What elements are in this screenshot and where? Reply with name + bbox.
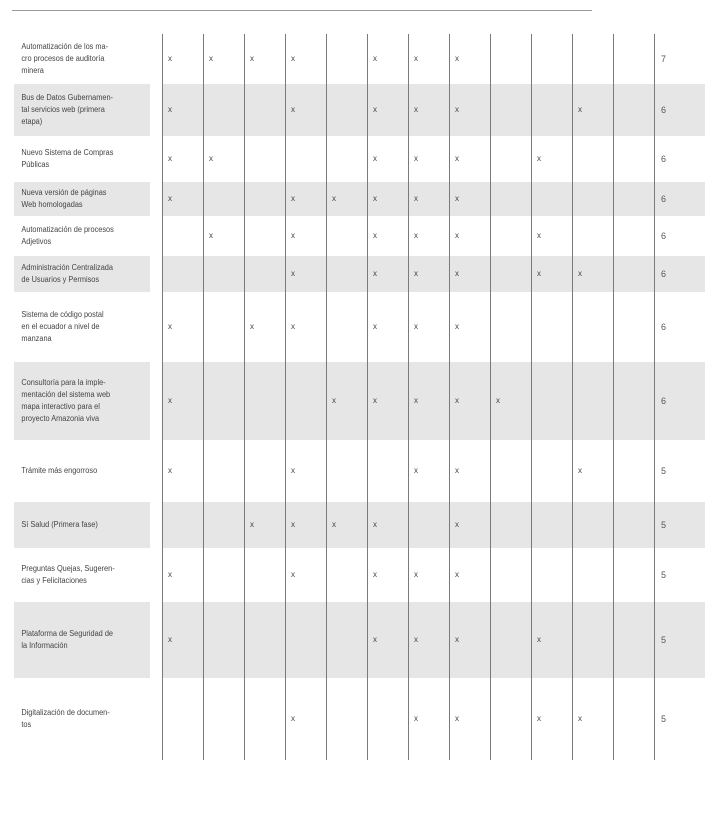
criteria-mark: x xyxy=(573,440,614,502)
criteria-mark xyxy=(163,678,204,760)
criteria-mark: x xyxy=(368,256,409,292)
criteria-mark: x xyxy=(409,362,450,440)
criteria-mark: x xyxy=(450,292,491,362)
criteria-mark xyxy=(573,292,614,362)
criteria-mark xyxy=(327,292,368,362)
criteria-mark xyxy=(532,548,573,602)
projects-table xyxy=(14,34,705,760)
criteria-mark xyxy=(327,548,368,602)
criteria-mark xyxy=(491,502,532,548)
criteria-mark xyxy=(368,678,409,760)
project-name: Automatización de los ma- cro procesos de auditoría minera xyxy=(14,34,151,84)
criteria-mark: x xyxy=(409,34,450,84)
table-row xyxy=(14,292,705,362)
row-total: 5 xyxy=(655,602,705,678)
project-name: Bus de Datos Gubernamen- tal servicios web (primera etapa) xyxy=(14,84,151,136)
criteria-mark xyxy=(573,216,614,256)
table-row xyxy=(14,678,705,760)
project-name: Sí Salud (Primera fase) xyxy=(14,502,151,548)
table-row xyxy=(14,182,705,216)
criteria-mark xyxy=(532,440,573,502)
criteria-mark: x xyxy=(491,362,532,440)
criteria-mark: x xyxy=(450,136,491,182)
criteria-mark xyxy=(245,216,286,256)
criteria-mark: x xyxy=(409,292,450,362)
row-total: 6 xyxy=(655,84,705,136)
criteria-mark: x xyxy=(368,216,409,256)
criteria-mark: x xyxy=(409,440,450,502)
criteria-mark xyxy=(286,602,327,678)
criteria-mark: x xyxy=(368,182,409,216)
criteria-mark xyxy=(614,678,655,760)
criteria-mark xyxy=(614,502,655,548)
criteria-mark xyxy=(614,84,655,136)
criteria-mark: x xyxy=(368,292,409,362)
criteria-mark xyxy=(614,136,655,182)
criteria-mark: x xyxy=(286,256,327,292)
row-total: 5 xyxy=(655,502,705,548)
criteria-mark xyxy=(245,182,286,216)
criteria-mark xyxy=(491,216,532,256)
criteria-mark xyxy=(491,548,532,602)
criteria-mark xyxy=(614,292,655,362)
criteria-mark xyxy=(327,602,368,678)
table-row xyxy=(14,362,705,440)
criteria-mark: x xyxy=(245,502,286,548)
table-row xyxy=(14,216,705,256)
criteria-mark: x xyxy=(409,136,450,182)
criteria-mark xyxy=(573,182,614,216)
row-total: 6 xyxy=(655,292,705,362)
criteria-mark xyxy=(327,34,368,84)
criteria-mark: x xyxy=(450,84,491,136)
table-row xyxy=(14,548,705,602)
criteria-mark: x xyxy=(368,602,409,678)
criteria-mark: x xyxy=(286,678,327,760)
criteria-mark xyxy=(327,256,368,292)
criteria-mark: x xyxy=(450,34,491,84)
criteria-mark: x xyxy=(450,502,491,548)
criteria-mark xyxy=(532,362,573,440)
criteria-mark: x xyxy=(573,256,614,292)
criteria-mark xyxy=(327,136,368,182)
criteria-mark: x xyxy=(409,548,450,602)
criteria-mark: x xyxy=(163,182,204,216)
criteria-mark xyxy=(573,548,614,602)
criteria-mark xyxy=(327,84,368,136)
criteria-mark xyxy=(491,34,532,84)
criteria-mark: x xyxy=(368,34,409,84)
criteria-mark: x xyxy=(368,548,409,602)
project-name: Plataforma de Seguridad de la Información xyxy=(14,602,151,678)
criteria-mark xyxy=(327,216,368,256)
project-name: Consultoría para la imple- mentación del sistema web mapa interactivo para el proyecto Amazonia viva xyxy=(14,362,151,440)
criteria-mark xyxy=(286,136,327,182)
criteria-mark: x xyxy=(450,440,491,502)
criteria-mark: x xyxy=(450,602,491,678)
row-total: 5 xyxy=(655,440,705,502)
criteria-mark xyxy=(163,256,204,292)
criteria-mark xyxy=(163,216,204,256)
criteria-mark xyxy=(614,548,655,602)
criteria-mark: x xyxy=(450,216,491,256)
criteria-mark: x xyxy=(327,502,368,548)
criteria-mark: x xyxy=(573,84,614,136)
criteria-mark: x xyxy=(450,678,491,760)
project-name: Nuevo Sistema de Compras Públicas xyxy=(14,136,151,182)
criteria-mark xyxy=(204,548,245,602)
criteria-mark xyxy=(614,182,655,216)
criteria-mark xyxy=(614,602,655,678)
criteria-mark: x xyxy=(450,182,491,216)
criteria-mark: x xyxy=(163,136,204,182)
criteria-mark: x xyxy=(532,678,573,760)
project-name: Administración Centralizada de Usuarios y Permisos xyxy=(14,256,151,292)
criteria-mark: x xyxy=(286,502,327,548)
criteria-mark: x xyxy=(532,136,573,182)
criteria-mark xyxy=(491,602,532,678)
criteria-mark xyxy=(204,678,245,760)
criteria-mark: x xyxy=(409,256,450,292)
criteria-mark xyxy=(409,502,450,548)
criteria-mark xyxy=(532,182,573,216)
criteria-mark xyxy=(327,678,368,760)
criteria-mark xyxy=(204,602,245,678)
criteria-mark xyxy=(245,548,286,602)
criteria-mark xyxy=(491,84,532,136)
table-row xyxy=(14,256,705,292)
criteria-mark xyxy=(532,292,573,362)
criteria-mark: x xyxy=(163,548,204,602)
row-total: 5 xyxy=(655,548,705,602)
criteria-mark xyxy=(573,502,614,548)
criteria-mark xyxy=(491,182,532,216)
criteria-mark: x xyxy=(327,362,368,440)
criteria-mark: x xyxy=(368,362,409,440)
criteria-mark: x xyxy=(163,440,204,502)
criteria-mark xyxy=(614,34,655,84)
criteria-mark xyxy=(614,216,655,256)
criteria-mark: x xyxy=(286,84,327,136)
criteria-mark xyxy=(573,362,614,440)
criteria-mark: x xyxy=(409,182,450,216)
criteria-mark xyxy=(204,256,245,292)
criteria-mark xyxy=(204,502,245,548)
criteria-mark xyxy=(245,440,286,502)
criteria-mark xyxy=(491,292,532,362)
criteria-mark: x xyxy=(286,182,327,216)
criteria-mark xyxy=(573,602,614,678)
criteria-mark xyxy=(614,362,655,440)
table-row xyxy=(14,136,705,182)
criteria-mark: x xyxy=(163,362,204,440)
table-row xyxy=(14,440,705,502)
criteria-mark xyxy=(204,292,245,362)
criteria-mark xyxy=(491,440,532,502)
criteria-mark: x xyxy=(368,84,409,136)
criteria-mark: x xyxy=(163,34,204,84)
criteria-mark xyxy=(204,362,245,440)
criteria-mark: x xyxy=(368,136,409,182)
criteria-mark: x xyxy=(368,502,409,548)
criteria-mark xyxy=(286,362,327,440)
project-name: Trámite más engorroso xyxy=(14,440,151,502)
criteria-mark: x xyxy=(204,136,245,182)
row-total: 6 xyxy=(655,216,705,256)
criteria-mark: x xyxy=(450,362,491,440)
table-row xyxy=(14,34,705,84)
criteria-mark: x xyxy=(204,34,245,84)
criteria-mark xyxy=(204,84,245,136)
criteria-mark xyxy=(163,502,204,548)
projects-table-body xyxy=(14,34,705,760)
criteria-mark xyxy=(573,136,614,182)
criteria-mark xyxy=(204,440,245,502)
criteria-mark xyxy=(614,256,655,292)
criteria-mark: x xyxy=(532,256,573,292)
criteria-mark xyxy=(245,602,286,678)
criteria-mark: x xyxy=(245,34,286,84)
project-name: Automatización de procesos Adjetivos xyxy=(14,216,151,256)
criteria-mark xyxy=(532,84,573,136)
criteria-mark: x xyxy=(573,678,614,760)
criteria-mark xyxy=(204,182,245,216)
criteria-mark xyxy=(368,440,409,502)
row-total: 6 xyxy=(655,256,705,292)
criteria-mark xyxy=(532,34,573,84)
table-row xyxy=(14,84,705,136)
project-name: Nueva versión de páginas Web homologadas xyxy=(14,182,151,216)
criteria-mark: x xyxy=(163,602,204,678)
row-total: 6 xyxy=(655,182,705,216)
row-total: 7 xyxy=(655,34,705,84)
criteria-mark xyxy=(573,34,614,84)
table-row xyxy=(14,602,705,678)
criteria-mark: x xyxy=(409,678,450,760)
criteria-mark: x xyxy=(532,216,573,256)
criteria-mark xyxy=(245,362,286,440)
criteria-mark: x xyxy=(204,216,245,256)
criteria-mark: x xyxy=(327,182,368,216)
criteria-mark: x xyxy=(245,292,286,362)
criteria-mark: x xyxy=(450,256,491,292)
criteria-mark xyxy=(245,84,286,136)
criteria-mark xyxy=(245,678,286,760)
criteria-mark: x xyxy=(286,440,327,502)
criteria-mark xyxy=(491,136,532,182)
top-rule xyxy=(12,10,592,11)
project-name: Preguntas Quejas, Sugeren- cias y Felicitaciones xyxy=(14,548,151,602)
criteria-mark: x xyxy=(286,548,327,602)
criteria-mark: x xyxy=(409,216,450,256)
criteria-mark xyxy=(245,136,286,182)
criteria-mark xyxy=(327,440,368,502)
table-row xyxy=(14,502,705,548)
project-name: Digitalización de documen- tos xyxy=(14,678,151,760)
criteria-mark: x xyxy=(286,216,327,256)
row-total: 6 xyxy=(655,136,705,182)
criteria-mark: x xyxy=(532,602,573,678)
criteria-mark: x xyxy=(409,602,450,678)
criteria-mark: x xyxy=(450,548,491,602)
criteria-mark: x xyxy=(286,292,327,362)
criteria-mark: x xyxy=(286,34,327,84)
criteria-mark xyxy=(532,502,573,548)
criteria-mark: x xyxy=(163,292,204,362)
criteria-mark: x xyxy=(409,84,450,136)
row-total: 5 xyxy=(655,678,705,760)
criteria-mark xyxy=(491,678,532,760)
criteria-mark xyxy=(491,256,532,292)
criteria-mark xyxy=(614,440,655,502)
project-name: Sistema de código postal en el ecuador a nivel de manzana xyxy=(14,292,151,362)
row-total: 6 xyxy=(655,362,705,440)
criteria-mark: x xyxy=(163,84,204,136)
criteria-mark xyxy=(245,256,286,292)
